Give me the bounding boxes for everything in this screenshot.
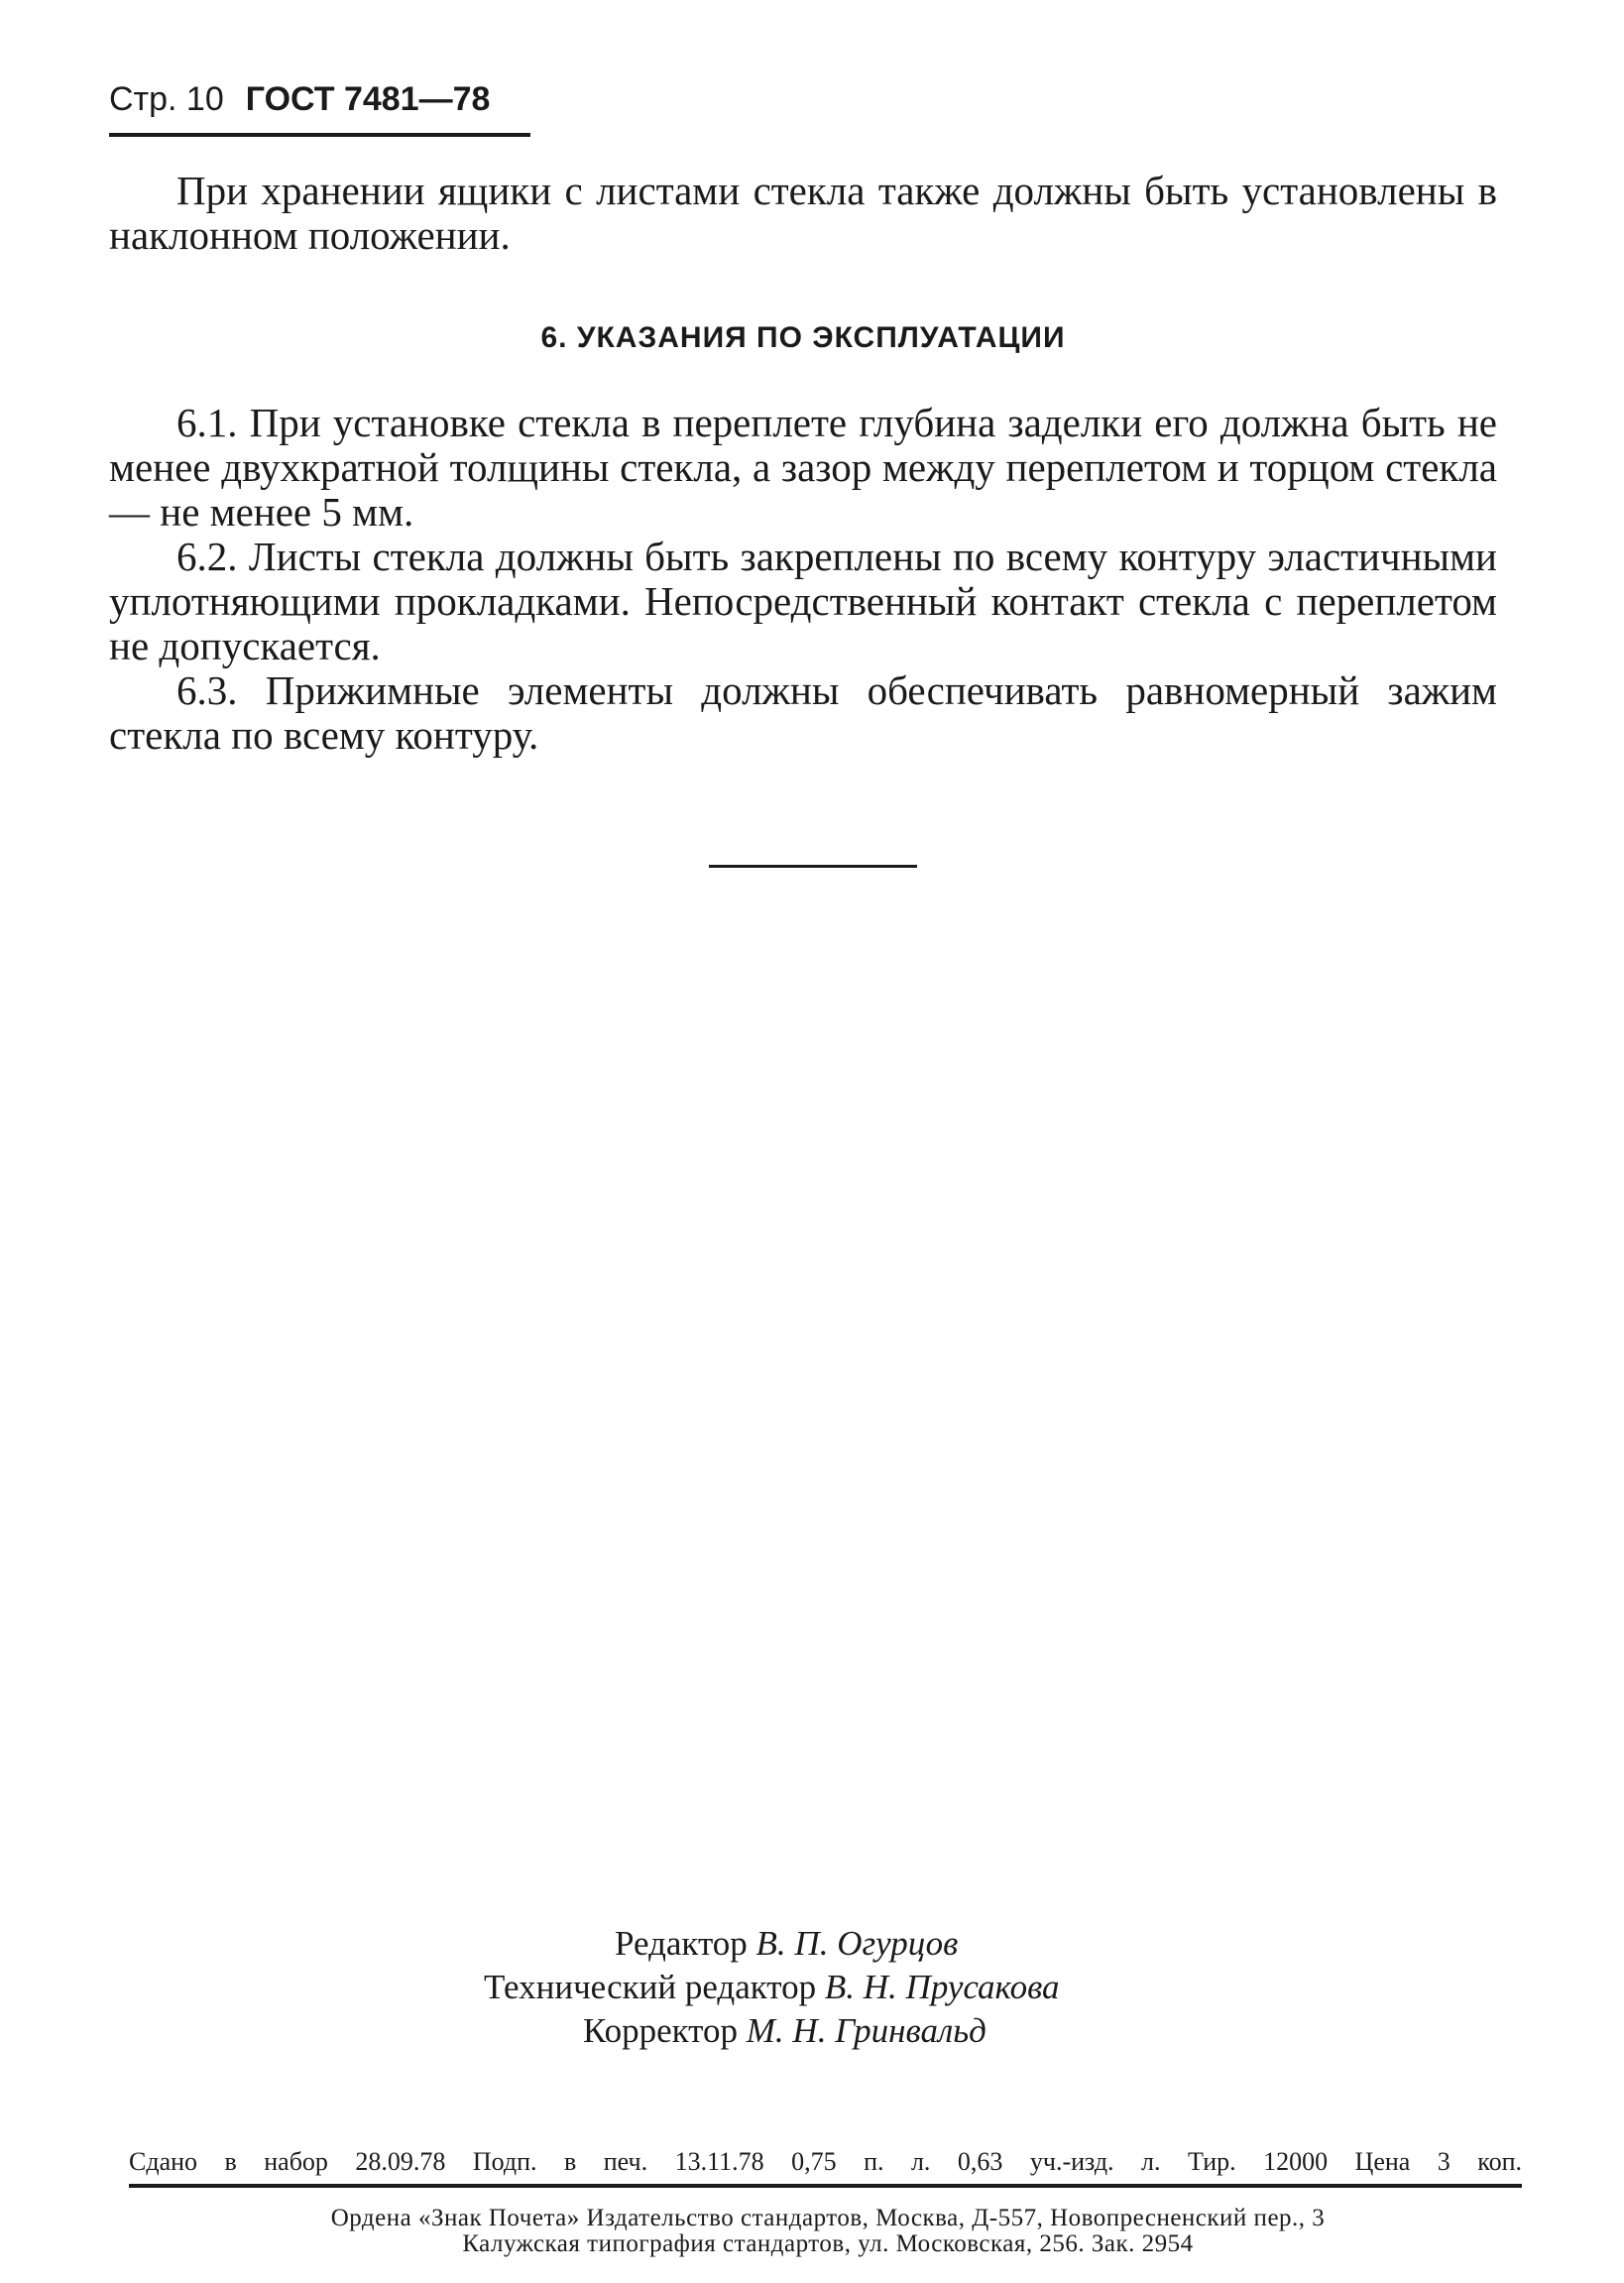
- credit-name: В. Н. Прусакова: [824, 1968, 1060, 2006]
- paragraph-6-3: 6.3. Прижимные элементы должны обеспечивать равномерный зажим стекла по всему контуру.: [109, 667, 1497, 758]
- credit-name: М. Н. Гринвальд: [746, 2011, 986, 2050]
- paragraph-6-1: 6.1. При установке стекла в переплете глубина заделки его должна быть не менее двухкратной толщины стекла, а зазор между переплетом и торцом стекла — не менее 5 мм.: [109, 400, 1497, 535]
- intro-block: [109, 169, 1497, 258]
- credits-block: [476, 1922, 1190, 2053]
- section-divider: [709, 865, 917, 868]
- credit-role: Технический редактор: [484, 1968, 817, 2006]
- credit-technical-editor: [476, 1966, 1190, 2009]
- page-header: [109, 79, 530, 137]
- section-body: [109, 401, 1497, 758]
- paragraph-6-2: 6.2. Листы стекла должны быть закреплены по всему контуру эластичными уплотняющими прокладками. Непосредственный контакт стекла с переплетом не допускается.: [109, 534, 1497, 668]
- credit-proofreader: [476, 2009, 1190, 2053]
- credit-name: В. П. Огурцов: [755, 1924, 959, 1963]
- printer-line: Калужская типография стандартов, ул. Московская, 256. Зак. 2954: [462, 2230, 1194, 2257]
- credit-editor: [476, 1922, 1190, 1966]
- section-title: 6. УКАЗАНИЯ ПО ЭКСПЛУАТАЦИИ: [540, 321, 1066, 354]
- page-number: Стр. 10: [109, 80, 224, 118]
- document-code: ГОСТ 7481—78: [245, 80, 491, 118]
- imprint-line: Сдано в набор 28.09.78 Подп. в печ. 13.11.78 0,75 п. л. 0,63 уч.-изд. л. Тир. 12000 Цена 3 коп.: [129, 2146, 1522, 2188]
- credit-role: Редактор: [615, 1924, 748, 1963]
- intro-paragraph: При хранении ящики с листами стекла также должны быть установлены в наклонном положении.: [109, 168, 1497, 258]
- publisher-line: Ордена «Знак Почета» Издательство стандартов, Москва, Д-557, Новопресненский пер., 3: [330, 2205, 1326, 2231]
- credit-role: Корректор: [583, 2011, 739, 2050]
- publisher-info: [129, 2206, 1527, 2257]
